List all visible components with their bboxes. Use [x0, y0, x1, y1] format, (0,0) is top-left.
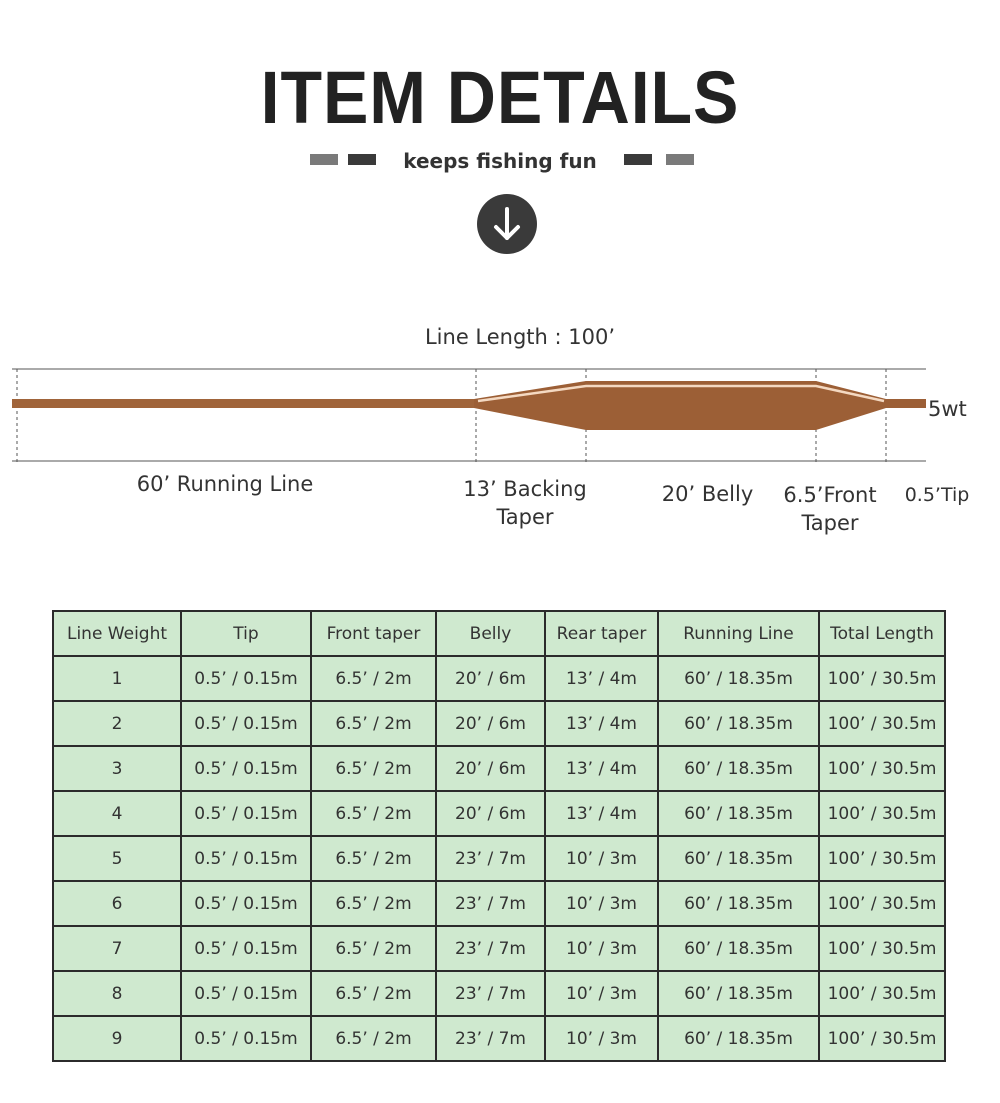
table-cell: 20’ / 6m: [436, 701, 545, 746]
table-cell: 23’ / 7m: [436, 836, 545, 881]
table-cell: 10’ / 3m: [545, 836, 658, 881]
table-cell: 0.5’ / 0.15m: [181, 746, 311, 791]
section-label-tip: 0.5’Tip: [904, 484, 970, 506]
table-cell: 1: [53, 656, 181, 701]
table-cell: 13’ / 4m: [545, 791, 658, 836]
table-row: [53, 836, 945, 881]
table-cell: 4: [53, 791, 181, 836]
table-cell: 3: [53, 746, 181, 791]
table-cell: 9: [53, 1016, 181, 1061]
table-cell: 6.5’ / 2m: [311, 791, 436, 836]
table-cell: 60’ / 18.35m: [658, 881, 819, 926]
table-cell: 20’ / 6m: [436, 791, 545, 836]
table-cell: 10’ / 3m: [545, 881, 658, 926]
table-cell: 6.5’ / 2m: [311, 656, 436, 701]
table-cell: 13’ / 4m: [545, 701, 658, 746]
column-header: Line Weight: [53, 611, 181, 656]
table-cell: 0.5’ / 0.15m: [181, 701, 311, 746]
table-cell: 13’ / 4m: [545, 746, 658, 791]
section-label-belly: 20’ Belly: [661, 482, 754, 506]
section-label-backing-taper: 13’ Backing Taper: [463, 477, 587, 529]
table-cell: 20’ / 6m: [436, 656, 545, 701]
table-cell: 23’ / 7m: [436, 926, 545, 971]
table-row: [53, 1016, 945, 1061]
table-cell: 60’ / 18.35m: [658, 701, 819, 746]
table-row: [53, 701, 945, 746]
table-cell: 20’ / 6m: [436, 746, 545, 791]
table-cell: 0.5’ / 0.15m: [181, 881, 311, 926]
column-header: Rear taper: [545, 611, 658, 656]
column-header: Belly: [436, 611, 545, 656]
table-cell: 0.5’ / 0.15m: [181, 971, 311, 1016]
table-cell: 0.5’ / 0.15m: [181, 836, 311, 881]
table-cell: 6.5’ / 2m: [311, 881, 436, 926]
table-cell: 13’ / 4m: [545, 656, 658, 701]
table-row: [53, 791, 945, 836]
table-row: [53, 926, 945, 971]
table-cell: 60’ / 18.35m: [658, 836, 819, 881]
table-cell: 100’ / 30.5m: [819, 791, 945, 836]
table-cell: 23’ / 7m: [436, 1016, 545, 1061]
table-cell: 100’ / 30.5m: [819, 836, 945, 881]
table-cell: 23’ / 7m: [436, 971, 545, 1016]
column-header: Total Length: [819, 611, 945, 656]
column-header: Running Line: [658, 611, 819, 656]
table-cell: 60’ / 18.35m: [658, 926, 819, 971]
table-cell: 6.5’ / 2m: [311, 1016, 436, 1061]
table-row: [53, 971, 945, 1016]
line-length-label: Line Length : 100’: [424, 325, 616, 349]
taper-body: [474, 381, 926, 430]
column-header: Front taper: [311, 611, 436, 656]
table-cell: 6.5’ / 2m: [311, 746, 436, 791]
table-cell: 0.5’ / 0.15m: [181, 1016, 311, 1061]
table-cell: 60’ / 18.35m: [658, 656, 819, 701]
table-cell: 60’ / 18.35m: [658, 791, 819, 836]
section-label-front-taper: 6.5’Front Taper: [783, 483, 877, 535]
table-cell: 2: [53, 701, 181, 746]
table-cell: 23’ / 7m: [436, 881, 545, 926]
table-cell: 60’ / 18.35m: [658, 971, 819, 1016]
table-cell: 0.5’ / 0.15m: [181, 791, 311, 836]
table-cell: 6.5’ / 2m: [311, 701, 436, 746]
table-cell: 100’ / 30.5m: [819, 746, 945, 791]
line-spec-table: [52, 610, 946, 1062]
table-cell: 10’ / 3m: [545, 971, 658, 1016]
page-title: ITEM DETAILS: [260, 56, 740, 139]
table-cell: 0.5’ / 0.15m: [181, 926, 311, 971]
table-cell: 8: [53, 971, 181, 1016]
table-cell: 60’ / 18.35m: [658, 1016, 819, 1061]
table-cell: 100’ / 30.5m: [819, 971, 945, 1016]
table-cell: 6.5’ / 2m: [311, 926, 436, 971]
table-cell: 6.5’ / 2m: [311, 971, 436, 1016]
table-cell: 10’ / 3m: [545, 1016, 658, 1061]
table-cell: 100’ / 30.5m: [819, 1016, 945, 1061]
column-header: Tip: [181, 611, 311, 656]
table-cell: 100’ / 30.5m: [819, 926, 945, 971]
table-cell: 7: [53, 926, 181, 971]
table-row: [53, 881, 945, 926]
weight-label: 5wt: [928, 397, 967, 421]
table-cell: 100’ / 30.5m: [819, 881, 945, 926]
table-body: [53, 656, 945, 1061]
table-cell: 6: [53, 881, 181, 926]
table-cell: 100’ / 30.5m: [819, 701, 945, 746]
table-cell: 6.5’ / 2m: [311, 836, 436, 881]
table-row: [53, 656, 945, 701]
table-header-row: [53, 611, 945, 656]
table-cell: 0.5’ / 0.15m: [181, 656, 311, 701]
tagline: keeps fishing fun: [403, 149, 597, 173]
table-row: [53, 746, 945, 791]
running-line: [12, 399, 478, 408]
table-cell: 60’ / 18.35m: [658, 746, 819, 791]
section-label-running-line: 60’ Running Line: [136, 472, 314, 496]
table-cell: 5: [53, 836, 181, 881]
table-cell: 10’ / 3m: [545, 926, 658, 971]
table-cell: 100’ / 30.5m: [819, 656, 945, 701]
